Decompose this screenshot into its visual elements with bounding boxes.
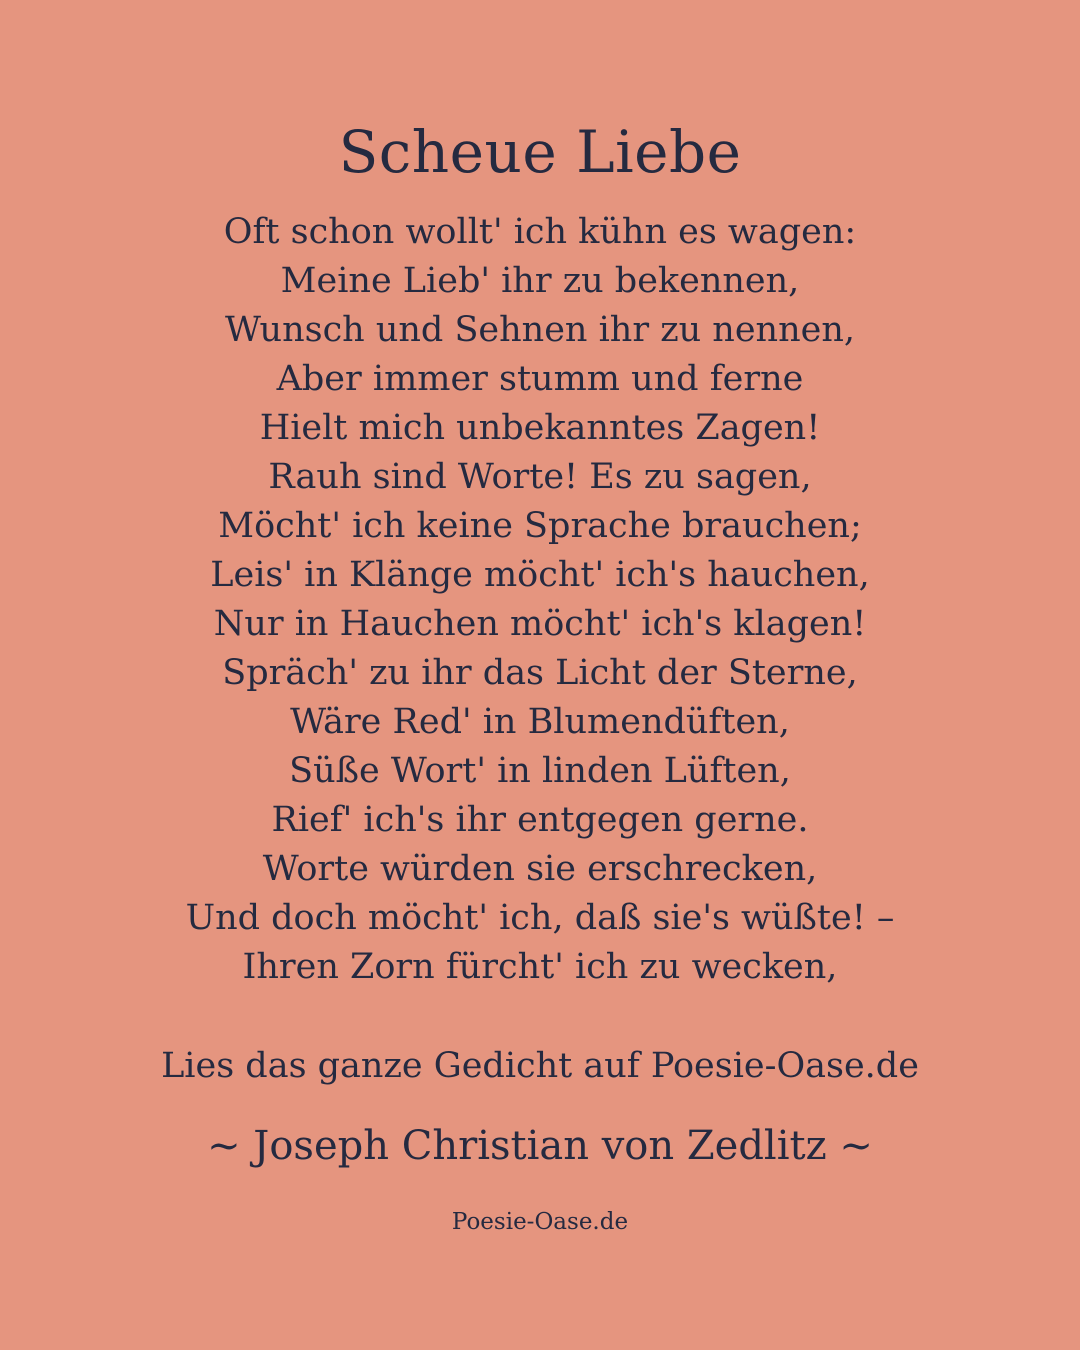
call-to-action-text: Lies das ganze Gedicht auf Poesie-Oase.de (161, 1046, 919, 1086)
poem-line: Und doch möcht' ich, daß sie's wüßte! – (185, 898, 895, 938)
poem-line: Wäre Red' in Blumendüften, (290, 702, 790, 742)
poem-line: Hielt mich unbekanntes Zagen! (259, 408, 821, 448)
poem-line: Leis' in Klänge möcht' ich's hauchen, (210, 555, 870, 595)
poem-line: Ihren Zorn fürcht' ich zu wecken, (242, 947, 838, 987)
poem-line: Süße Wort' in linden Lüften, (289, 751, 791, 791)
poem-title: Scheue Liebe (338, 118, 742, 186)
poem-line: Wunsch und Sehnen ihr zu nennen, (224, 310, 856, 350)
site-watermark: Poesie-Oase.de (451, 1209, 629, 1235)
poem-line: Meine Lieb' ihr zu bekennen, (280, 261, 800, 301)
poem-line: Spräch' zu ihr das Licht der Sterne, (222, 653, 858, 693)
author-name: ~ Joseph Christian von Zedlitz ~ (207, 1123, 873, 1169)
poem-line: Rauh sind Worte! Es zu sagen, (268, 457, 812, 497)
poem-line: Aber immer stumm und ferne (276, 359, 804, 399)
poem-line: Worte würden sie erschrecken, (262, 849, 818, 889)
poem-line: Oft schon wollt' ich kühn es wagen: (223, 212, 857, 252)
poem-line: Nur in Hauchen möcht' ich's klagen! (213, 604, 867, 644)
poem-line: Rief' ich's ihr entgegen gerne. (271, 800, 809, 840)
poem-text (0, 208, 1080, 992)
poem-line: Möcht' ich keine Sprache brauchen; (218, 506, 862, 546)
